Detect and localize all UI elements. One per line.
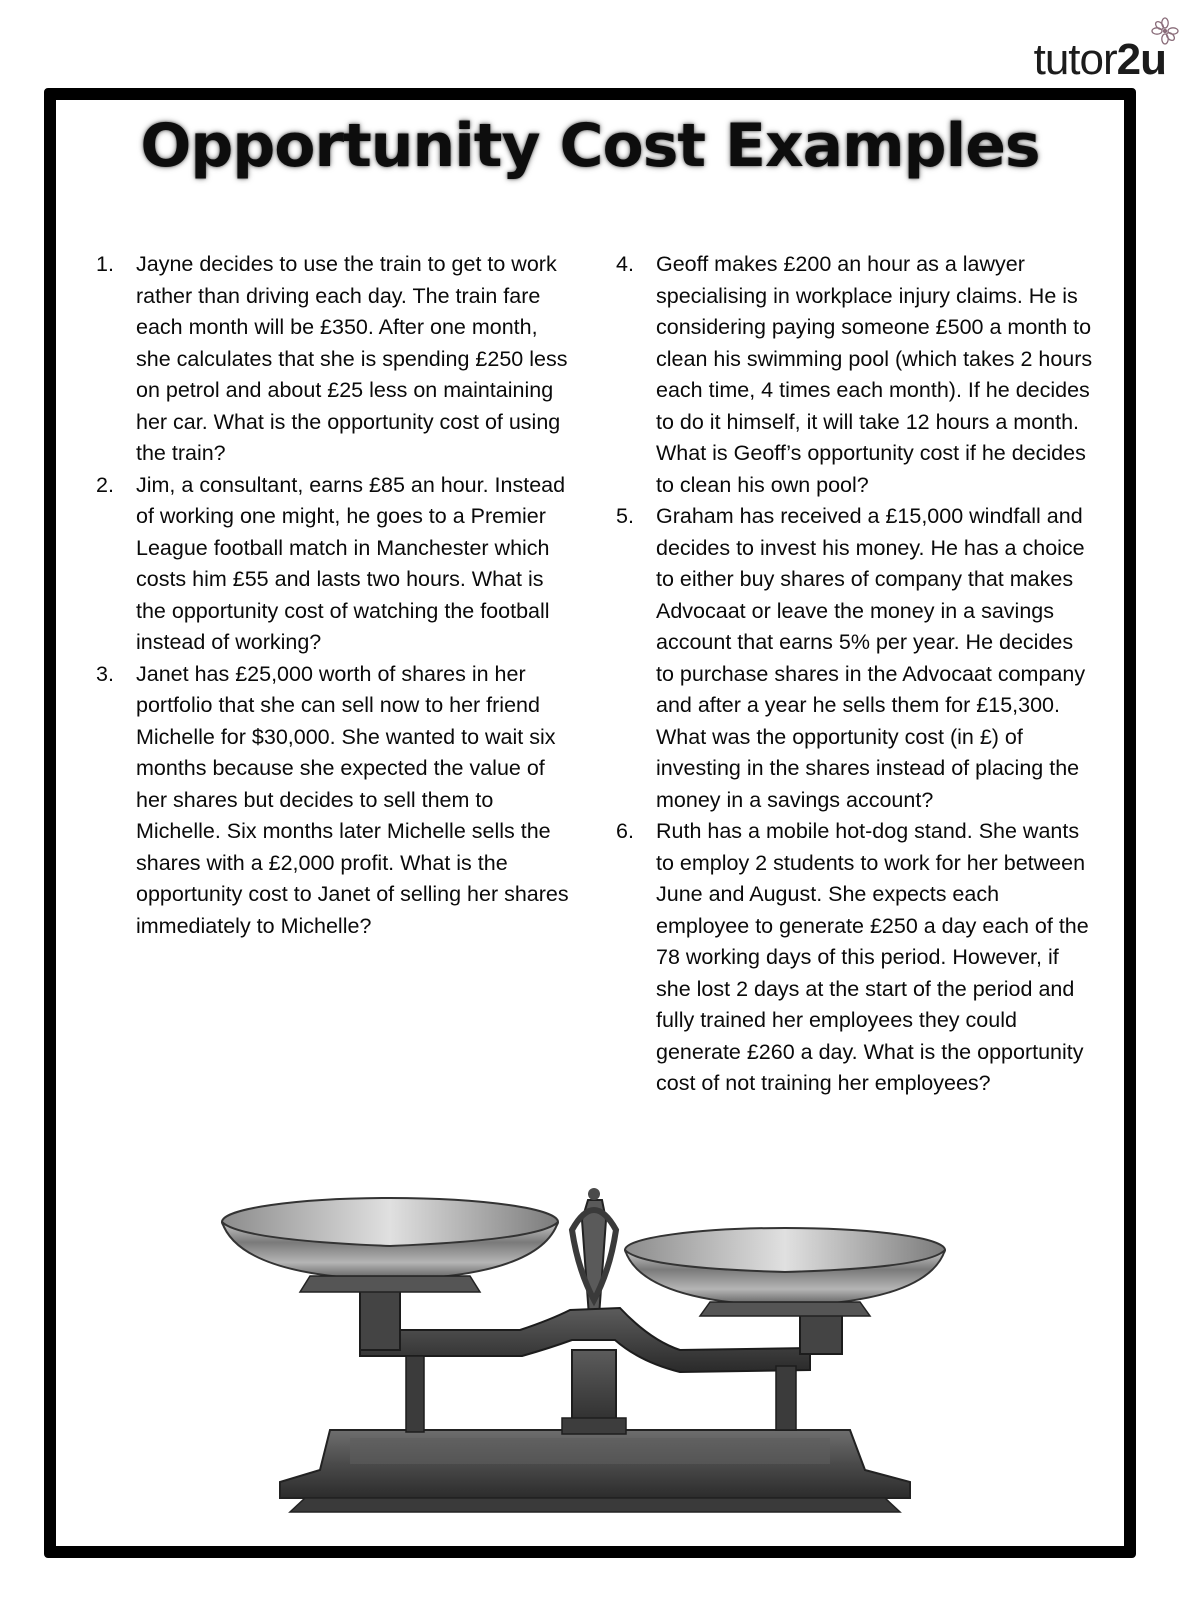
scale-base [280, 1430, 910, 1512]
logo-text-light: tutor [1033, 35, 1117, 84]
question-item [612, 501, 1096, 816]
question-text: Jayne decides to use the train to get to work rather than driving each day. The train fare each month will be £350. After one month, she calculates that she is spending £250 less on petrol and about £25 less on maintaining her car. What is the opportunity cost of using the train? [136, 252, 568, 465]
question-item [92, 659, 572, 943]
balance-scale-image [210, 1180, 980, 1540]
flower-icon [1150, 16, 1180, 46]
question-text: Ruth has a mobile hot-dog stand. She wants to employ 2 students to work for her between June and August. She expects each employee to generate £250 a day each of the 78 working days of this period. However, if she lost 2 days at the start of the period and fully trained her employees they could generate £260 a day. What is the opportunity cost of not training her employees? [656, 819, 1089, 1095]
question-number: 1. [96, 252, 114, 276]
question-number: 5. [616, 504, 634, 528]
question-number: 6. [616, 819, 634, 843]
scale-left-pan [222, 1198, 558, 1292]
logo-text-bold: 2u [1116, 35, 1166, 84]
question-number: 3. [96, 661, 114, 686]
questions-column-left [92, 249, 572, 942]
question-number: 4. [616, 252, 634, 276]
question-item [92, 470, 572, 659]
question-text: Janet has £25,000 worth of shares in her portfolio that she can sell now to her friend Michelle for $30,000. She wanted to wait six months because she expected the value of her shares but decides to sell them to Michelle. Six months later Michelle sells the shares with a £2,000 profit. What is the opportunity cost to Janet of selling her shares immediately to Michelle? [136, 661, 569, 938]
brand-logo [1034, 22, 1166, 82]
question-text: Jim, a consultant, earns £85 an hour. Instead of working one might, he goes to a Premier League football match in Manchester which costs him £55 and lasts two hours. What is the opportunity cost of watching the football instead of working? [136, 472, 566, 654]
question-number: 2. [96, 472, 114, 497]
questions-column-right [612, 249, 1096, 1100]
scale-right-pan [625, 1228, 945, 1316]
question-item [612, 816, 1096, 1100]
question-item [612, 249, 1096, 501]
logo-wordmark [1033, 35, 1166, 84]
question-text: Geoff makes £200 an hour as a lawyer specialising in workplace injury claims. He is considering paying someone £500 a month to clean his swimming pool (which takes 2 hours each time, 4 times each month). If he decides to do it himself, it will take 12 hours a month. What is Geoff’s opportunity cost if he decides to clean his own pool? [656, 252, 1093, 497]
question-text: Graham has received a £15,000 windfall and decides to invest his money. He has a choice to either buy shares of company that makes Advocaat or leave the money in a savings account that earns 5% per year. He decides to purchase shares in the Advocaat company and after a year he sells them for £15,300. What was the opportunity cost (in £) of investing in the shares instead of placing the money in a savings account? [656, 504, 1086, 812]
page-title: Opportunity Cost Examples [140, 111, 1040, 181]
question-item [92, 249, 572, 470]
